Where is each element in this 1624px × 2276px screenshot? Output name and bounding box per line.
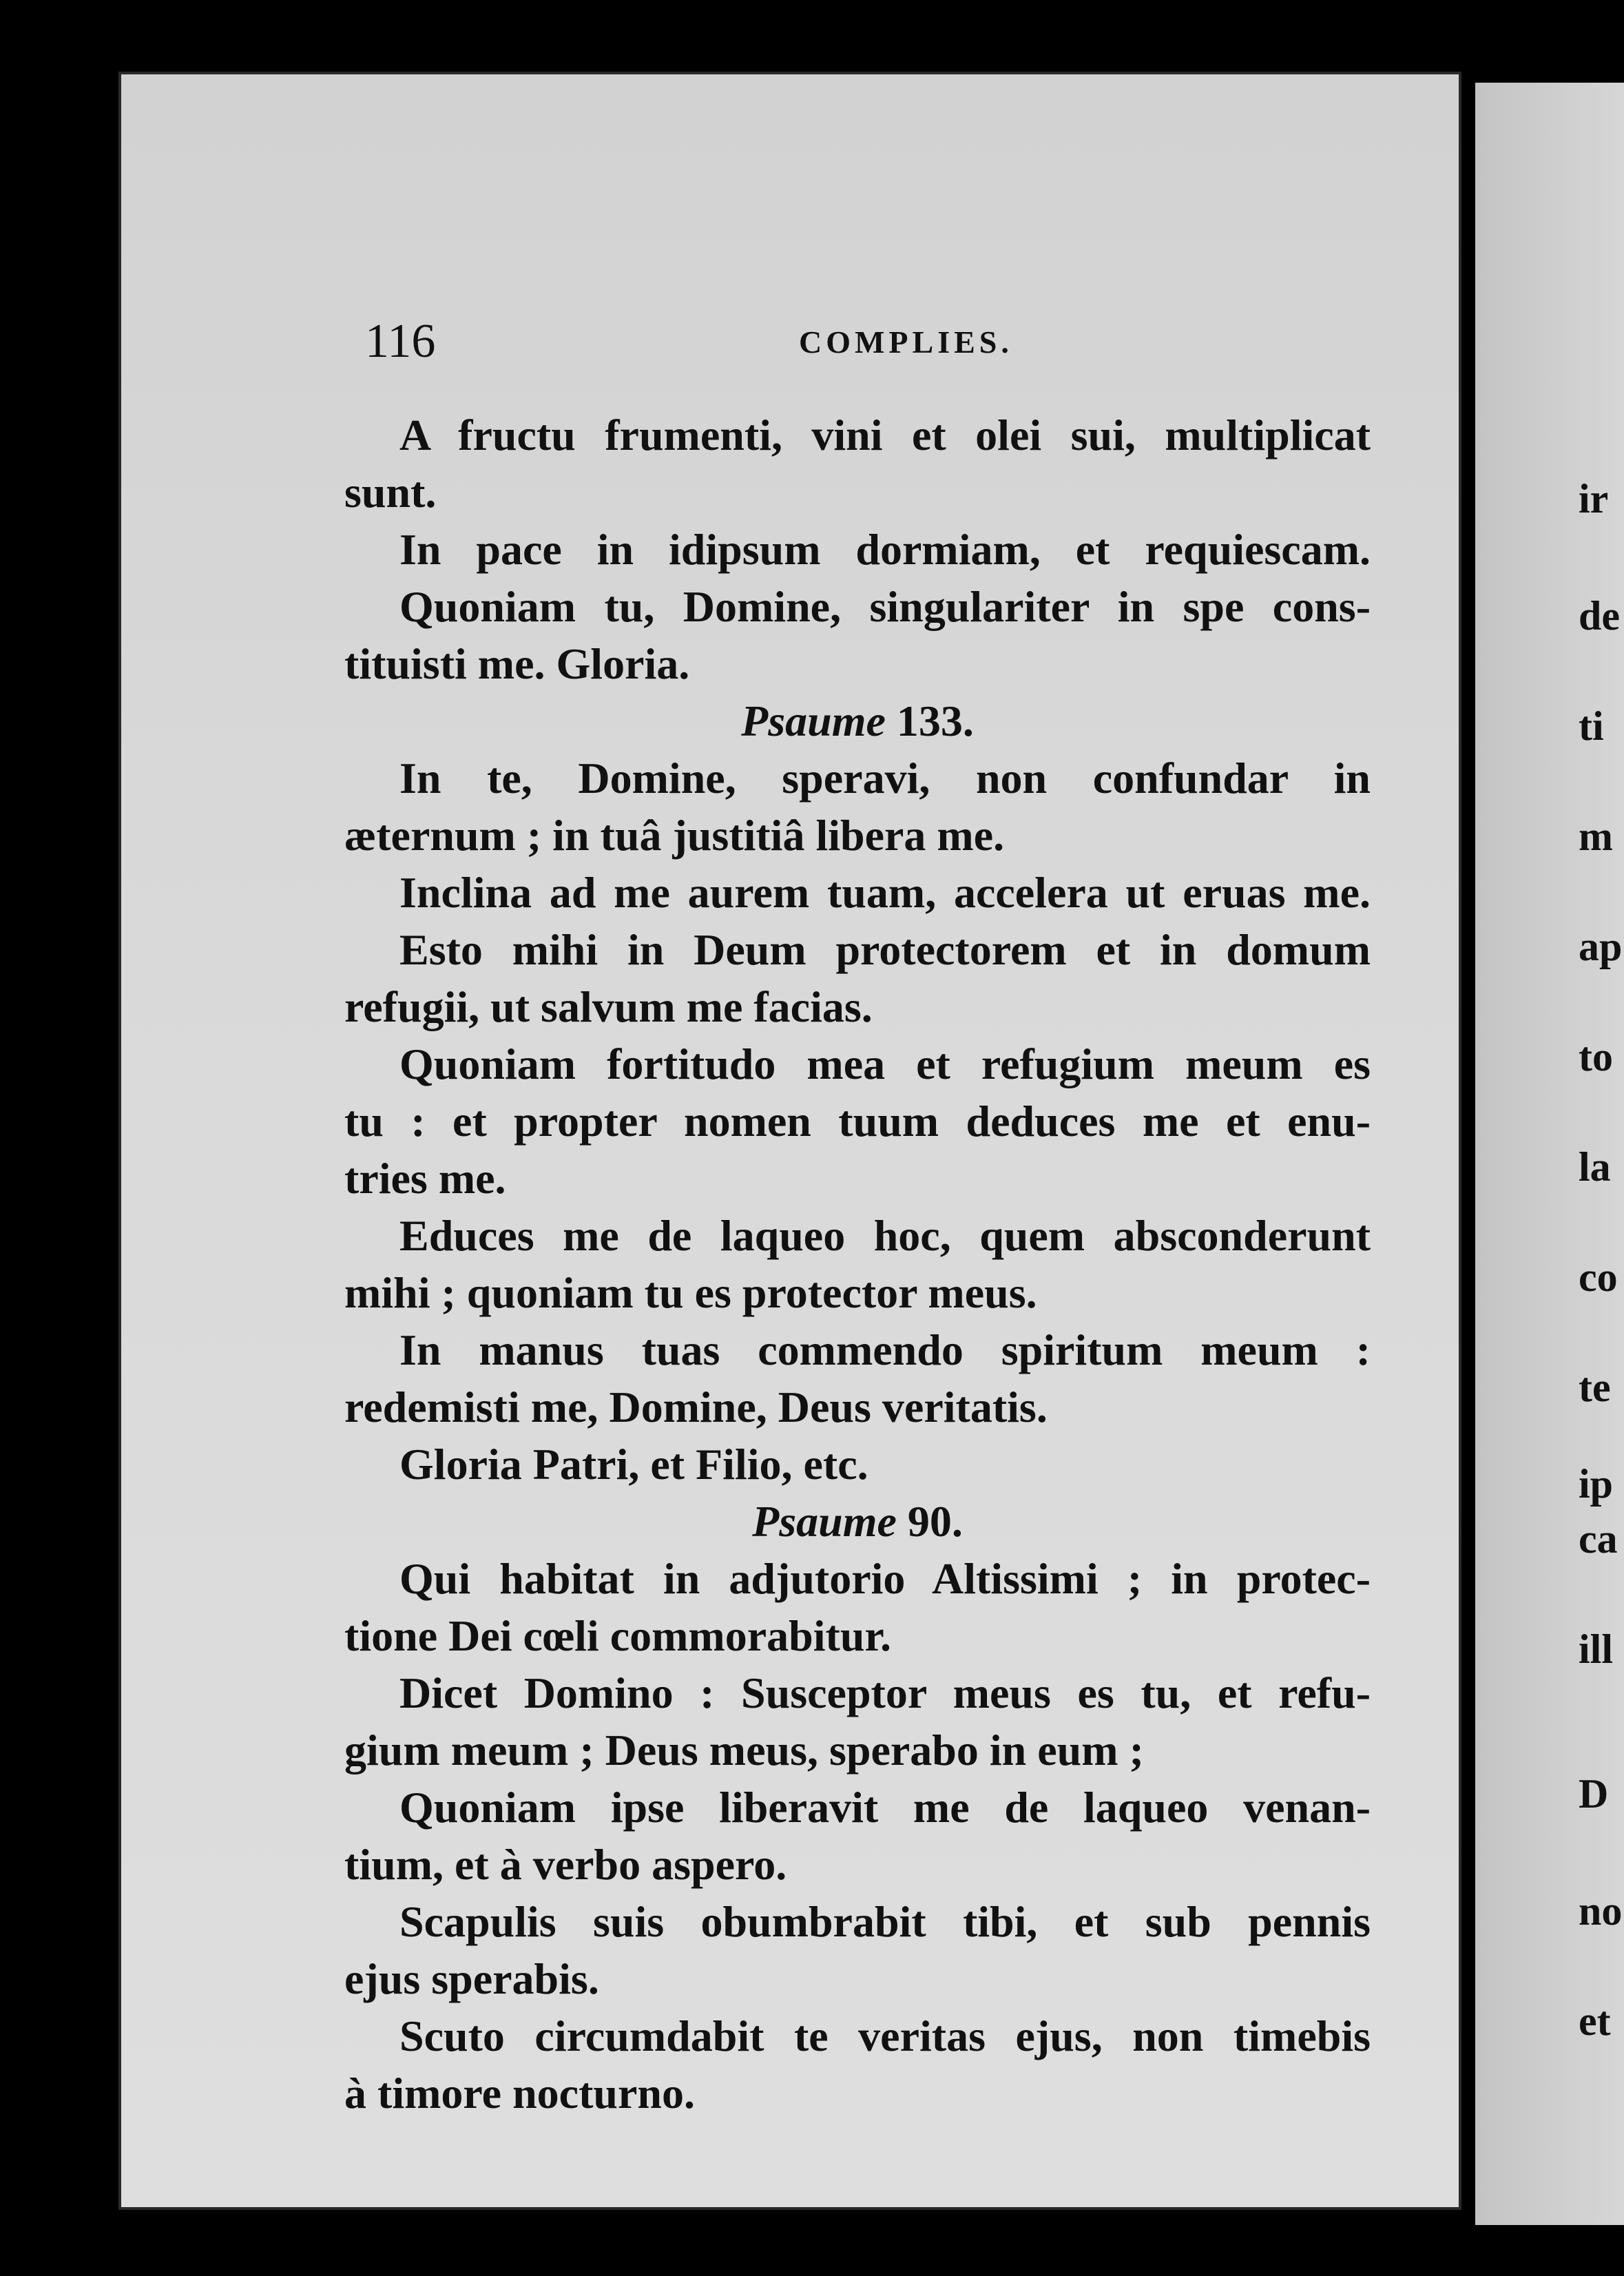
text-line: A fructu frumenti, vini et olei sui, multiplicat: [399, 411, 1371, 459]
text-line: redemisti me, Domine, Deus veritatis.: [344, 1383, 1048, 1431]
text-line: Inclina ad me aurem tuam, accelera ut eruas me.: [399, 868, 1371, 917]
facing-page-fragment: ap: [1579, 924, 1623, 969]
facing-page-fragment: de: [1579, 593, 1620, 639]
text-line: Educes me de laqueo hoc, quem absconderunt: [399, 1211, 1371, 1260]
facing-page-fragment: m: [1579, 814, 1613, 859]
running-title: COMPLIES.: [799, 324, 1013, 360]
text-line: tituisti me. Gloria.: [344, 639, 690, 688]
page-number: 116: [365, 315, 436, 368]
text-line: In pace in idipsum dormiam, et requiescam.: [399, 525, 1371, 574]
psalm-heading-number: 90.: [896, 1497, 963, 1546]
psalm-heading: [344, 692, 1371, 749]
facing-page-edge: [1475, 83, 1624, 2225]
facing-page-fragment: ti: [1579, 703, 1604, 749]
text-line: Dicet Domino : Susceptor meus es tu, et refu-: [399, 1668, 1371, 1717]
text-line: tione Dei cœli commorabitur.: [344, 1611, 891, 1660]
text-line: Scapulis suis obumbrabit tibi, et sub pennis: [399, 1897, 1371, 1946]
text-line: Gloria Patri, et Filio, etc.: [399, 1440, 868, 1489]
facing-page-fragment: la: [1579, 1144, 1611, 1190]
text-line: à timore nocturno.: [344, 2069, 695, 2118]
facing-page-fragment: et: [1579, 1998, 1611, 2044]
psalm-heading: [344, 1493, 1371, 1550]
text-line: In manus tuas commendo spiritum meum :: [399, 1325, 1371, 1374]
text-line: Scuto circumdabit te veritas ejus, non timebis: [399, 2011, 1371, 2060]
facing-page-fragment: ill: [1579, 1626, 1614, 1672]
text-line: Quoniam fortitudo mea et refugium meum es: [399, 1039, 1371, 1088]
text-line: tu : et propter nomen tuum deduces me et enu-: [344, 1097, 1371, 1146]
facing-page-fragment: te: [1579, 1365, 1611, 1410]
page-body-text: [344, 406, 1371, 2122]
text-line: mihi ; quoniam tu es protector meus.: [344, 1268, 1037, 1317]
text-line: Quoniam ipse liberavit me de laqueo venan-: [399, 1783, 1371, 1832]
text-line: æternum ; in tuâ justitiâ libera me.: [344, 811, 1005, 860]
facing-page-fragment: ir: [1579, 476, 1609, 521]
facing-page-fragment: ca: [1579, 1516, 1618, 1562]
text-line: Qui habitat in adjutorio Altissimi ; in protec-: [399, 1554, 1371, 1603]
text-line: Esto mihi in Deum protectorem et in domum: [399, 925, 1371, 974]
text-line: In te, Domine, speravi, non confundar in: [399, 754, 1371, 803]
facing-page-fragment: D: [1579, 1771, 1609, 1817]
text-line: tries me.: [344, 1154, 506, 1203]
facing-page-fragment: ip: [1579, 1461, 1614, 1507]
facing-page-fragment: co: [1579, 1254, 1618, 1300]
psalm-heading-label: Psaume: [741, 696, 886, 745]
text-line: gium meum ; Deus meus, sperabo in eum ;: [344, 1726, 1144, 1775]
psalm-heading-number: 133.: [885, 696, 974, 745]
text-line: Quoniam tu, Domine, singulariter in spe cons-: [399, 582, 1371, 631]
text-line: tium, et à verbo aspero.: [344, 1840, 787, 1889]
text-line: refugii, ut salvum me facias.: [344, 982, 873, 1031]
facing-page-fragment: to: [1579, 1034, 1613, 1079]
page-header: [365, 314, 1371, 369]
facing-page-fragment: no: [1579, 1888, 1623, 1934]
psalm-heading-label: Psaume: [752, 1497, 897, 1546]
text-line: sunt.: [344, 468, 437, 517]
text-line: ejus sperabis.: [344, 1954, 599, 2003]
